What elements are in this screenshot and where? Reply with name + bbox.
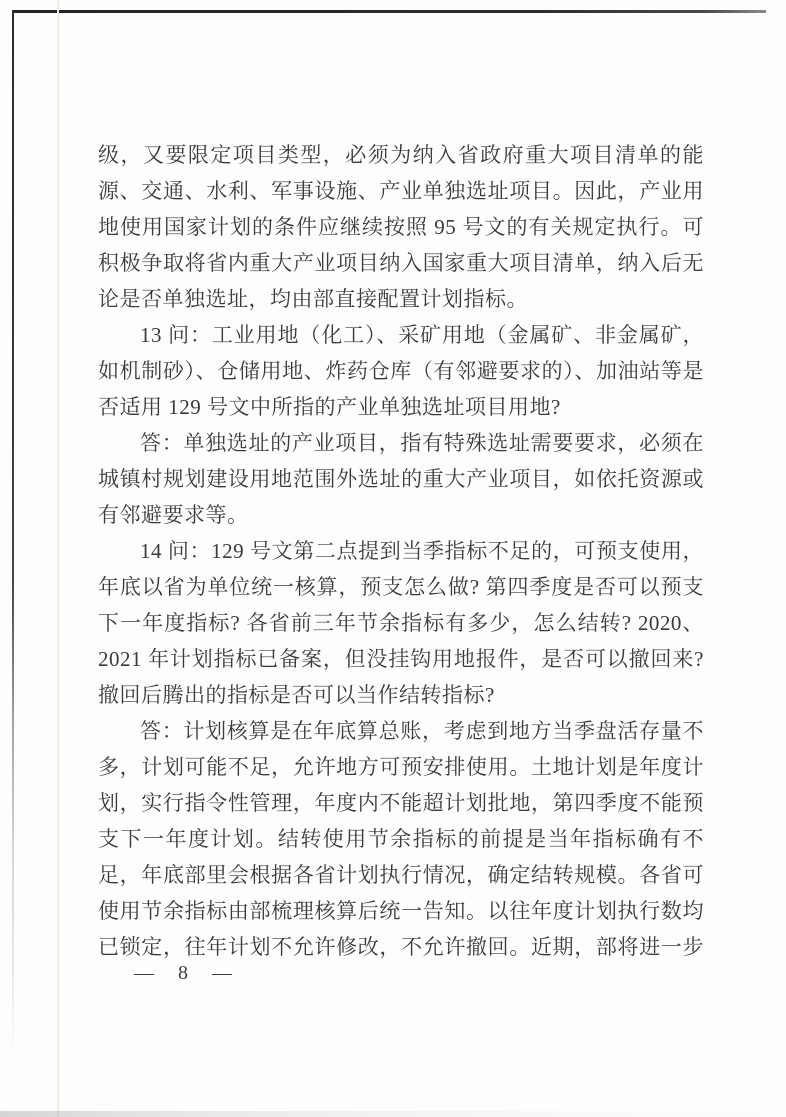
text-line: 城镇村规划建设用地范围外选址的重大产业项目，如依托资源或 bbox=[98, 467, 704, 491]
text-line: 地使用国家计划的条件应继续按照 95 号文的有关规定执行。可 bbox=[98, 215, 704, 239]
document-text-block bbox=[98, 137, 704, 965]
text-line: 撤回后腾出的指标是否可以当作结转指标? bbox=[98, 683, 495, 707]
page-border-top-rule bbox=[12, 10, 766, 13]
text-line: 下一年度指标? 各省前三年节余指标有多少，怎么结转? 2020、 bbox=[98, 611, 704, 635]
text-line: 多，计划可能不足，允许地方可预安排使用。土地计划是年度计 bbox=[98, 755, 704, 779]
answer-14-line: 答：计划核算是在年底算总账，考虑到地方当季盘活存量不 bbox=[140, 719, 704, 743]
page-number: — 8 — bbox=[134, 962, 239, 984]
text-line: 足，年底部里会根据各省计划执行情况，确定结转规模。各省可 bbox=[98, 863, 704, 887]
text-line: 否适用 129 号文中所指的产业单独选址项目用地? bbox=[98, 395, 561, 419]
scan-edge-shadow bbox=[0, 1111, 786, 1117]
text-line: 已锁定，往年计划不允许修改，不允许撤回。近期，部将进一步 bbox=[98, 935, 704, 959]
text-line: 级，又要限定项目类型，必须为纳入省政府重大项目清单的能 bbox=[98, 143, 704, 167]
text-line: 使用节余指标由部梳理核算后统一告知。以往年度计划执行数均 bbox=[98, 899, 704, 923]
text-line: 有邻避要求等。 bbox=[98, 503, 249, 527]
text-line: 源、交通、水利、军事设施、产业单独选址项目。因此，产业用 bbox=[98, 179, 704, 203]
text-line: 年底以省为单位统一核算，预支怎么做? 第四季度是否可以预支 bbox=[98, 575, 704, 599]
page-border-left-rule bbox=[12, 10, 14, 1058]
question-13-line: 13 问：工业用地（化工）、采矿用地（金属矿、非金属矿， bbox=[140, 323, 704, 347]
text-line: 论是否单独选址，均由部直接配置计划指标。 bbox=[98, 287, 528, 311]
answer-13-line: 答：单独选址的产业项目，指有特殊选址需要要求，必须在 bbox=[140, 431, 704, 455]
text-line: 2021 年计划指标已备案，但没挂钩用地报件，是否可以撤回来? bbox=[98, 647, 704, 671]
text-line: 积极争取将省内重大产业项目纳入国家重大项目清单，纳入后无 bbox=[98, 251, 704, 275]
text-line: 支下一年度计划。结转使用节余指标的前提是当年指标确有不 bbox=[98, 827, 704, 851]
text-line: 如机制砂）、仓储用地、炸药仓库（有邻避要求的）、加油站等是 bbox=[98, 359, 704, 383]
question-14-line: 14 问：129 号文第二点提到当季指标不足的，可预支使用， bbox=[140, 539, 704, 563]
text-line: 划，实行指令性管理，年度内不能超计划批地，第四季度不能预 bbox=[98, 791, 704, 815]
scan-artifact-line bbox=[57, 0, 59, 1117]
